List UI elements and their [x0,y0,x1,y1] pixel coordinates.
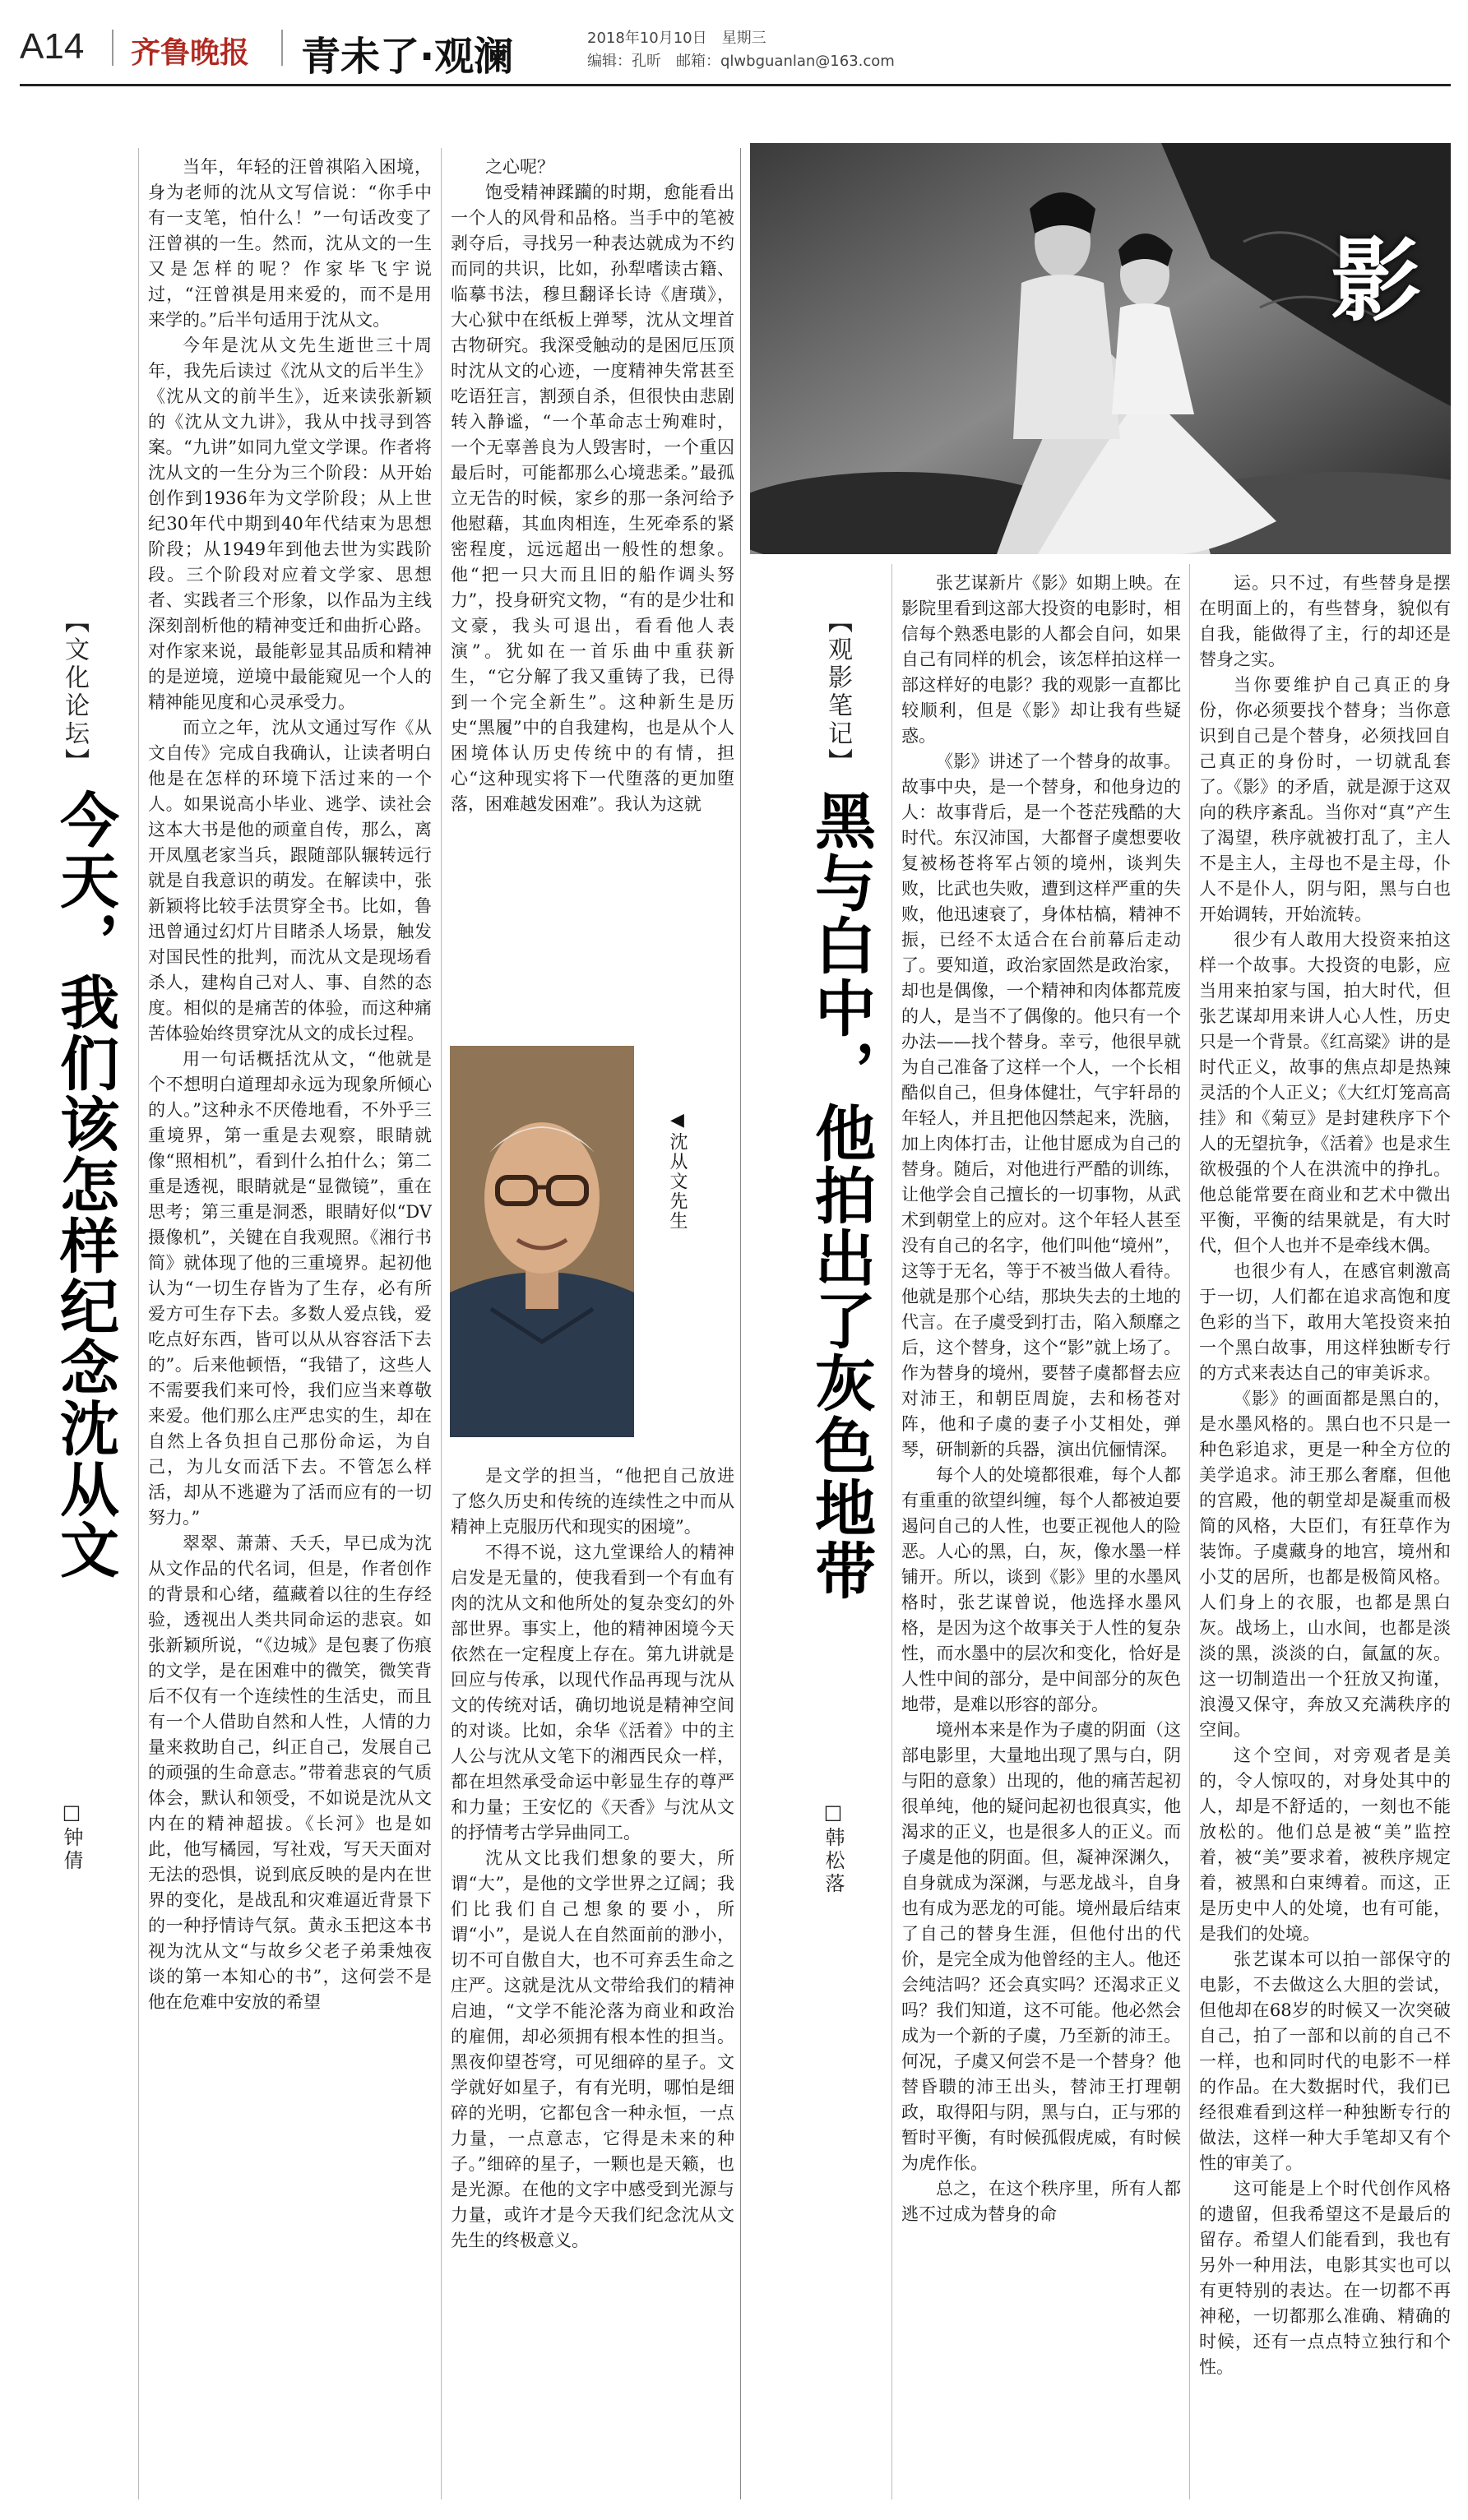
paragraph: 《影》讲述了一个替身的故事。故事中央，是一个替身，和他身边的人：故事背后，是一个苍茫残酷的大时代。东汉沛国，大都督子虞想要收复被杨苍将军占领的境州，谈判失败，比武也失败，遭到这样严重的失败，他迅速衰了，身体枯槁，精神不振，已经不太适合在台前幕后走动了。要知道，政治家固然是政治家，却也是偶像，一个精神和肉体都荒废的人，是当不了偶像的。他只有一个办法——找个替身。幸亏，他很早就为自己准备了这样一个人，一个长相酷似自己，但身体健壮，气宇轩昂的年轻人，并且把他囚禁起来，洗脑，加上肉体打击，让他甘愿成为自己的替身。随后，对他进行严酷的训练，让他学会自己擅长的一切事物，从武术到朝堂上的应对。这个年轻人甚至没有自己的名字，他们叫他“境州”，这等于无名，等于不被当做人看待。他就是那个心结，那块失去的土地的代言。在子虞受到打击，陷入颓靡之后，这个替身，这个“影”就上场了。作为替身的境州，要替子虞都督去应对沛王，和朝臣周旋，去和杨苍对阵，他和子虞的妻子小艾相处，弹琴，研制新的兵器，演出伉俪情深。 [901,751,1181,1459]
editor-info: 编辑：孔昕 邮箱：qlwbguanlan@163.com [587,53,895,70]
paragraph: 《影》的画面都是黑白的，是水墨风格的。黑白也不只是一种色彩追求，更是一种全方位的美学追求。沛王那么奢靡，但他的宫殿，他的朝堂却是凝重而极简的风格，大臣们，有狂草作为装饰。子虞藏身的地宫，境州和小艾的居所，也都是极简风格。人们身上的衣服，也都是黑白灰。战场上，山水间，也都是淡淡的黑，淡淡的白，氤氲的灰。这一切制造出一个狂放又拘谨，浪漫又保守，奔放又充满秩序的空间。 [1199,1389,1451,1740]
column-divider [891,564,892,2499]
paragraph: 张艺谋本可以拍一部保守的电影，不去做这么大胆的尝试，但他却在68岁的时候又一次突破自己，拍了一部和以前的自己不一样，也和同时代的电影不一样的作品。在大数据时代，我们已经很难看到这样一种独断专行的做法，这样一种大手笔却又有个性的审美了。 [1199,1949,1451,2173]
shen-congwen-portrait [450,1046,634,1437]
paragraph: 不得不说，这九堂课给人的精神启发是无量的，使我看到一个有血有肉的沈从文和他所处的复杂变幻的外部世界。事实上，他的精神困境今天依然在一定程度上存在。第九讲就是回应与传承，以现代作品再现与沈从文的传统对话，确切地说是精神空间的对谈。比如，余华《活着》中的主人公与沈从文笔下的湘西民众一样，都在坦然承受命运中彰显生存的尊严和力量；王安忆的《天香》与沈从文的抒情考古学异曲同工。 [451,1542,734,1843]
header-divider [112,30,113,66]
paragraph: 今年是沈从文先生逝世三十周年，我先后读过《沈从文的后半生》《沈从文的前半生》，近来读张新颖的《沈从文九讲》，我从中找寻到答案。“九讲”如同九堂文学课。作者将沈从文的一生分为三个阶段：从开始创作到1936年为文学阶段；从上世纪30年代中期到40年代结束为思想阶段；从1949年到他去世为实践阶段。三个阶段对应着文学家、思想者、实践者三个形象，以作品为主线深刻剖析他的精神变迁和曲折心路。对作家来说，最能彰显其品质和精神的是逆境，逆境中最能窥见一个人的精神能见度和心灵承受力。 [148,335,432,712]
column-divider [138,148,139,2499]
article-column [1199,571,1451,2504]
paragraph: 境州本来是作为子虞的阴面（这部电影里，大量地出现了黑与白，阴与阳的意象）出现的，他的痛苦起初很单纯，他的疑问起初也很真实，他渴求的正义，也是很多人的正义。而子虞是他的阴面。但，凝神深渊久，自身就成为深渊，与恶龙战斗，自身也有成为恶龙的可能。境州最后结束了自己的替身生涯，但他付出的代价，是完全成为他曾经的主人。他还会纯洁吗？还会真实吗？还渴求正义吗？我们知道，这不可能。他必然会成为一个新的子虞，乃至新的沛王。何况，子虞又何尝不是一个替身？他替昏聩的沛王出头，替沛王打理朝政，取得阳与阴，黑与白，正与邪的暂时平衡，有时候孤假虎威，有时候为虎作伥。 [901,1720,1181,2173]
column-divider [1189,564,1190,2499]
paragraph: 也很少有人，在感官刺激高于一切，人们都在追求高饱和度色彩的当下，敢用大笔投资来拍一个黑白故事，用这样独断专行的方式来表达自己的审美诉求。 [1199,1261,1451,1383]
page-header [20,16,1451,82]
article-title: 黑与白中，他拍出了灰色地带 [805,789,876,1602]
paragraph: 之心呢？ [485,157,554,177]
paragraph: 翠翠、萧萧、夭夭，早已成为沈从文作品的代名词，但是，作者创作的背景和心绪，蕴藏着以往的生存经验，透视出人类共同命运的悲哀。如张新颖所说，“《边城》是包裹了伤痕的文学，是在困难中的微笑，微笑背后不仅有一个连续性的生活史，而且有一个人借助自然和人性，人情的力量来救助自己，纠正自己，发展自己的顽强的生命意志。”带着悲哀的气质体会，默认和领受，不如说是沈从文内在的精神超拔。《长河》也是如此，他写橘园，写社戏，写天天面对无法的恐惧，说到底反映的是内在世界的变化，是战乱和灾难逼近背景下的一种抒情诗气氛。黄永玉把这本书视为沈从文“与故乡父老子弟秉烛夜谈的第一本知心的书”，这何尝不是他在危难中安放的希望 [148,1533,432,2012]
paragraph: 饱受精神蹂躏的时期，愈能看出一个人的风骨和品格。当手中的笔被剥夺后，寻找另一种表达就成为不约而同的共识，比如，孙犁嗜读古籍、临摹书法，穆旦翻译长诗《唐璜》，大心狱中在纸板上弹琴，沈从文埋首古物研究。我深受触动的是困厄压顶时沈从文的心迹，一度精神失常甚至吃语狂言，割颈自杀，但很快由悲剧转入静谧，“一个革命志士殉难时，一个无辜善良为人毁害时，一个重囚最后时，可能都那么心境悲柔。”最孤立无告的时候，家乡的那一条河给予他慰藉，其血肉相连，生死牵系的紧密程度，远远超出一般性的想象。他“把一只大而且旧的船作调头努力”，投身研究文物，“有的是少壮和文豪，我头可退出，看看他人表演”。犹如在一首乐曲中重获新生，“它分解了我又重铸了我，已得到一个完全新生”。这种新生是历史“黑履”中的自我建构，也是从个人困境体认历史传统中的有情，担心“这种现实将下一代堕落的更加堕落，困难越发困难”。我认为这就 [451,183,734,814]
film-still-image [750,143,1451,554]
paragraph: 很少有人敢用大投资来拍这样一个故事。大投资的电影，应当用来拍家与国，拍大时代，但张艺谋却用来讲人心人性，历史只是一个背景。《红高粱》讲的是时代正义，故事的焦点却是热辣灵活的个人正义；《大红灯笼高高挂》和《菊豆》是封建秩序下个人的无望抗争，《活着》也是求生欲极强的个人在洪流中的挣扎。他总能常要在商业和艺术中微出平衡，平衡的结果就是，有大时代，但个人也并不是牵线木偶。 [1199,930,1451,1255]
article-author: □钟倩 [60,1801,83,1873]
article-author: □韩松落 [822,1801,845,1896]
paragraph: 而立之年，沈从文通过写作《从文自传》完成自我确认，让读者明白他是在怎样的环境下活过来的一个人。如果说高小毕业、逃学、读社会这本大书是他的顽童自传，那么，离开凤凰老家当兵，跟随部队辗转远行就是自我意识的萌发。在解读中，张新颖将比较手法贯穿全书。比如，鲁迅曾通过幻灯片目睹杀人场景，触发对国民性的批判，而沈从文是现场看杀人，建构自己对人、事、自然的态度。相似的是痛苦的体验，而这种痛苦体验始终贯穿沈从文的成长过程。 [148,718,432,1043]
page-number: A14 [20,26,85,67]
paragraph: 每个人的处境都很难，每个人都有重重的欲望纠缠，每个人都被迫要遏问自己的人性，也要正视他人的险恶。人心的黑，白，灰，像水墨一样铺开。所以，谈到《影》里的水墨风格时，张艺谋曾说，他选择水墨风格，是因为这个故事关于人性的复杂性，而水墨中的层次和变化，恰好是人性中间的部分，是中间部分的灰色地带，是难以形容的部分。 [901,1465,1181,1714]
paragraph: 沈从文比我们想象的要大，所谓“大”，是他的文学世界之辽阔；我们比我们自己想象的要小，所谓“小”，是说人在自然面前的渺小，切不可自傲自大，也不可弃丢生命之庄严。这就是沈从文带给我们的精神启迪，“文学不能沦落为商业和政治的雇佣，却必须拥有根本性的担当。黑夜仰望苍穹，可见细碎的星子。文学就好如星子，有有光明，哪怕是细碎的光明，它都包含一种永恒，一点力量，一点意志，它得是未来的种子。”细碎的星子，一颗也是天籁，也是光源。在他的文字中感受到光源与力量，或许才是今天我们纪念沈从文先生的终极意义。 [451,1848,734,2250]
section-title: 青未了·观澜 [301,34,514,80]
header-rule [20,84,1451,86]
portrait-image [450,1046,634,1437]
column-label: 【文化论坛】 [60,608,89,776]
column-divider [441,148,442,2499]
paragraph: 用一句话概括沈从文，“他就是个不想明白道理却永远为现象所倾心的人。”这种永不厌倦地看，不外乎三重境界，第一重是去观察，眼睛就像“照相机”，看到什么拍什么；第二重是透视，眼睛就是“显微镜”，重在思考；第三重是洞悉，眼睛好似“DV摄像机”，关键在自我观照。《湘行书简》就体现了他的三重境界。起初他认为“一切生存皆为了生存，必有所爱方可生存下去。多数人爱点钱，爱吃点好东西，皆可以从从容容活下去的”。后来他顿悟，“我错了，这些人不需要我们来可怜，我们应当来尊敬来爱。他们那么庄严忠实的生，却在自然上各负担自己那份命运，为自己，为儿女而活下去。不管怎么样活，却从不逃避为了活而应有的一切努力。” [148,1049,432,1528]
paragraph: 这可能是上个时代创作风格的遗留，但我希望这不是最后的留存。希望人们能看到，我也有另外一种用法，电影其实也可以有更特别的表达。在一切都不再神秘，一切都那么准确、精确的时候，还有一点点特立独行和个性。 [1199,2179,1451,2377]
paragraph: 张艺谋新片《影》如期上映。在影院里看到这部大投资的电影时，相信每个熟悉电影的人都会自问，如果自己有同样的机会，该怎样拍这样一部这样好的电影？我的观影一直都比较顺利，但是《影》却让我有些疑惑。 [901,573,1181,746]
article-column [901,571,1181,2504]
article-column [451,1463,734,2504]
paragraph: 这个空间，对旁观者是美的，令人惊叹的，对身处其中的人，却是不舒适的，一刻也不能放松的。他们总是被“美”监控着，被“美”要求着，被秩序规定着，被黑和白束缚着。而这，正是历史中人的处境，也有可能，是我们的处境。 [1199,1746,1451,1944]
article-divider [740,148,741,2499]
paragraph: 当年，年轻的汪曾祺陷入困境，身为老师的沈从文写信说：“你手中有一支笔，怕什么！”一句话改变了汪曾祺的一生。然而，沈从文的一生又是怎样的呢？作家毕飞宇说过，“汪曾祺是用来爱的，而不是用来学的。”后半句适用于沈从文。 [148,157,432,330]
article-title: 今天，我们该怎样纪念沈从文 [50,789,119,1580]
issue-date: 2018年10月10日 星期三 [587,30,766,47]
paragraph: 总之，在这个秩序里，所有人都逃不过成为替身的命 [901,2179,1181,2224]
paragraph: 是文学的担当，“他把自己放进了悠久历史和传统的连续性之中而从精神上克服历代和现实的困境”。 [451,1466,734,1537]
column-label: 【观影笔记】 [823,608,852,776]
article-column [451,155,734,1034]
newspaper-logo: 齐鲁晚报 [131,35,250,70]
film-still [750,143,1451,554]
photo-caption: ◀沈从文先生 [667,1110,688,1231]
paragraph: 运。只不过，有些替身是摆在明面上的，有些替身，貌似有自我，能做得了主，行的却还是替身之实。 [1199,573,1451,669]
paragraph: 当你要维护自己真正的身份，你必须要找个替身；当你意识到自己是个替身，必须找回自己真正的身份时，一切就乱套了。《影》的矛盾，就是源于这双向的秩序紊乱。当你对“真”产生了渴望，秩序就被打乱了，主人不是主人，主母也不是主母，仆人不是仆人，阴与阳，黑与白也开始调转，开始流转。 [1199,675,1451,924]
article-column [148,155,432,2504]
film-logo: 影 [1331,228,1421,334]
header-divider [281,30,283,66]
